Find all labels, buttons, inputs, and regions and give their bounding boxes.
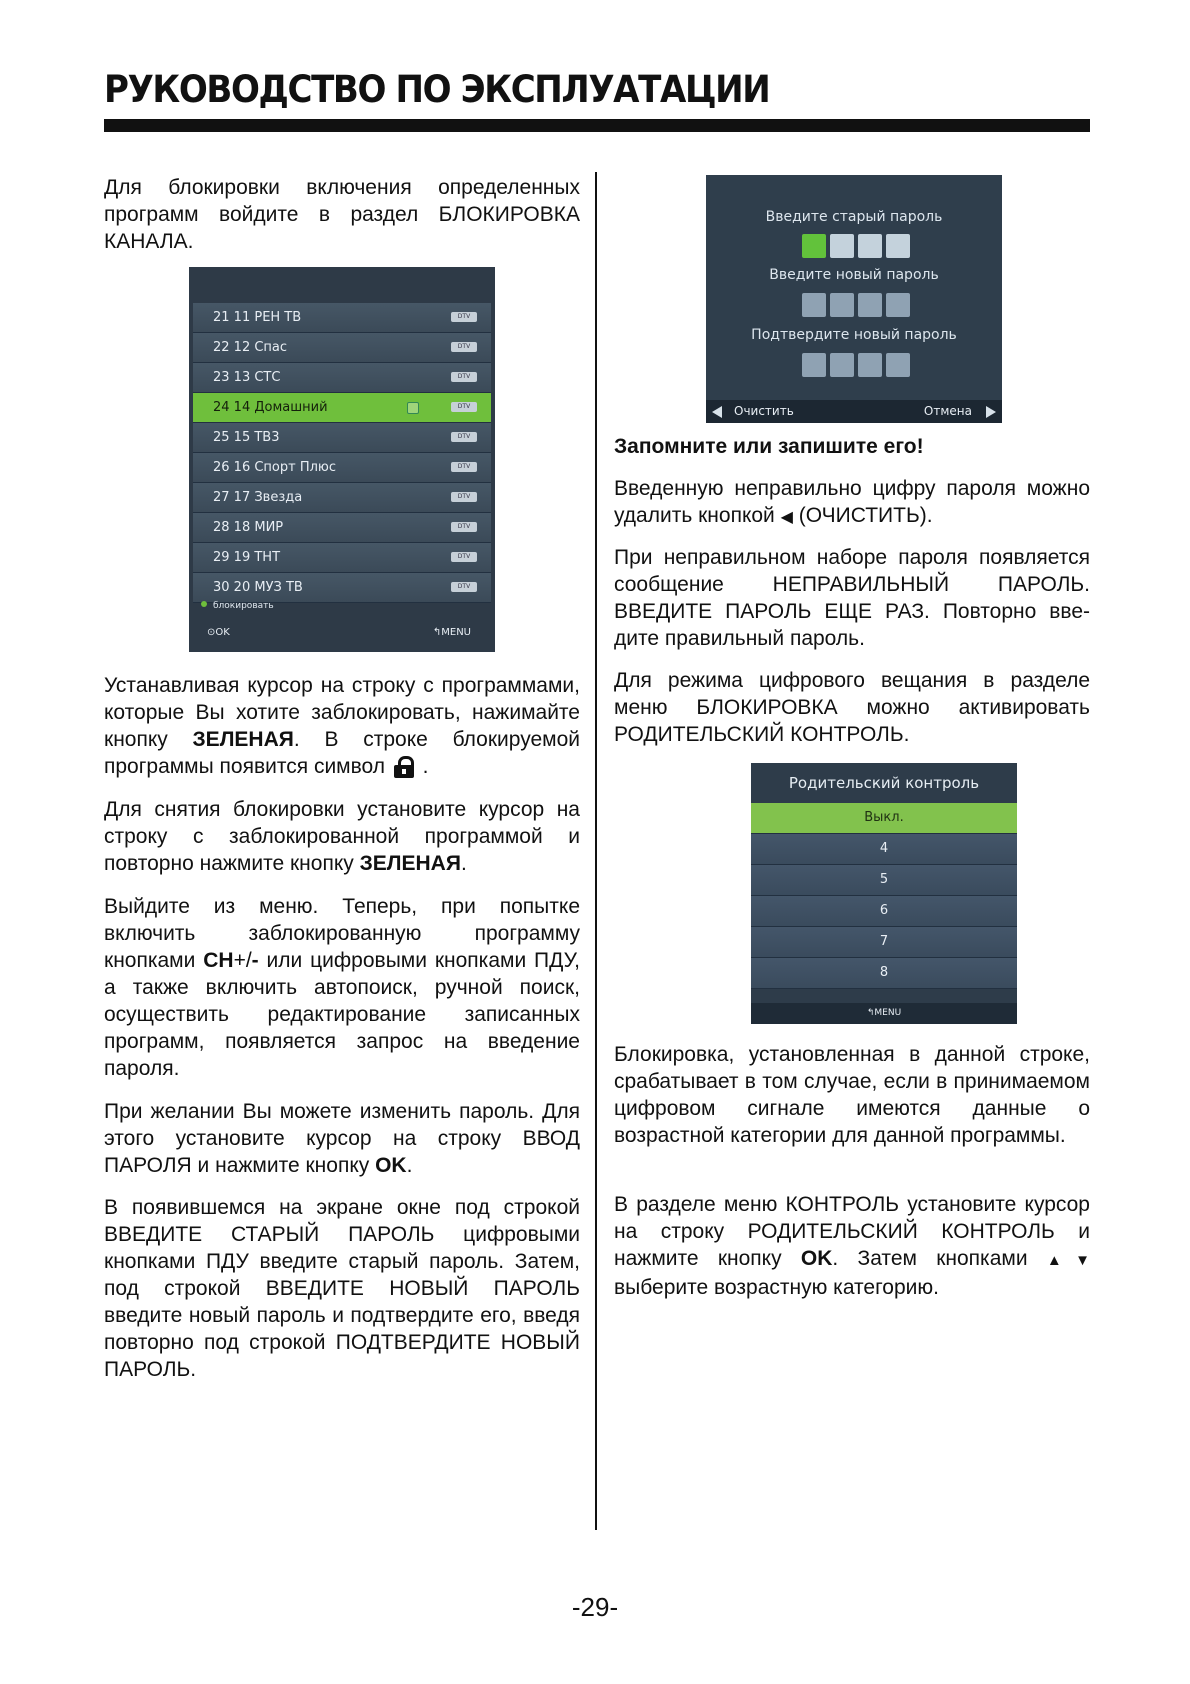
left-paragraph-1: Для блокировки включения определенных программ войдите в раздел БЛОКИРОВКА КАНАЛА. — [104, 176, 580, 253]
confirm-password-label: Подтвердите новый пароль — [751, 327, 957, 343]
right-paragraph-4: Для режима цифрового вещания в разделе меню БЛОКИРОВКА можно активировать РОДИТЕЛЬСКИЙ КОНТРОЛЬ. — [614, 669, 1090, 746]
channel-name: 27 17 Звезда — [213, 490, 303, 505]
digit-box — [886, 293, 910, 317]
dtv-badge: DTV — [451, 492, 477, 502]
parental-title: Родительский контроль — [788, 774, 980, 792]
digit-box — [830, 293, 854, 317]
channel-row[interactable] — [193, 543, 491, 573]
channel-name: 30 20 МУЗ ТВ — [213, 580, 303, 595]
confirm-password-boxes — [802, 353, 912, 377]
lock-legend: блокировать — [201, 601, 274, 611]
page-number: -29- — [571, 1592, 619, 1622]
menu-hint: ↰MENU — [751, 1003, 1017, 1024]
left-paragraph-5: При желании Вы можете изменить пароль. Для этого установите курсор на строку ВВОД ПАРОЛЯ и нажмите кнопку OK. — [104, 1100, 580, 1177]
new-password-boxes — [802, 293, 912, 317]
channel-row[interactable] — [193, 303, 491, 333]
old-password-boxes — [802, 234, 912, 258]
channel-row[interactable] — [193, 483, 491, 513]
lock-icon — [407, 402, 419, 414]
channel-row[interactable] — [193, 573, 491, 603]
clear-hint: Очистить — [734, 404, 794, 418]
channel-row[interactable] — [193, 363, 491, 393]
age-option[interactable]: 5 — [751, 865, 1017, 896]
channel-name: 28 18 МИР — [213, 520, 284, 535]
dtv-badge: DTV — [451, 582, 477, 592]
dtv-badge: DTV — [451, 552, 477, 562]
left-paragraph-3: Для снятия блокировки установите курсор на строку с заблокированной программой и повторно нажмите кнопку ЗЕЛЕНАЯ. — [104, 798, 580, 875]
old-password-label: Введите старый пароль — [765, 209, 943, 225]
age-list — [751, 803, 1017, 989]
digit-box — [830, 234, 854, 258]
digit-box — [886, 353, 910, 377]
new-password-label: Введите новый пароль — [769, 267, 939, 283]
left-triangle-icon: ◀ — [780, 509, 793, 526]
digit-box — [802, 293, 826, 317]
age-option[interactable]: 7 — [751, 927, 1017, 958]
channel-name: 21 11 РЕН ТВ — [213, 310, 302, 325]
right-paragraph-3: При неправильном наборе пароля появляется сообщение НЕПРАВИЛЬНЫЙ ПАРОЛЬ. ВВЕДИТЕ ПАРОЛЬ ЕЩЕ РАЗ. Повторно введите правильный пароль. — [614, 546, 1090, 650]
right-paragraph-6: В разделе меню КОНТРОЛЬ установите курсор на строку РОДИТЕЛЬСКИЙ КОНТРОЛЬ и нажмите кнопку OK. Затем кнопками ▲▼ выберите возрастную категорию. — [614, 1193, 1090, 1299]
dtv-badge: DTV — [451, 402, 477, 412]
up-down-triangles-icon: ▲▼ — [1046, 1252, 1090, 1269]
dtv-badge: DTV — [451, 462, 477, 472]
password-screen — [706, 175, 1002, 423]
lock-icon — [393, 756, 415, 776]
channel-row[interactable] — [193, 423, 491, 453]
channel-row[interactable] — [193, 453, 491, 483]
menu-hint: ↰MENU — [432, 627, 471, 638]
dtv-badge: DTV — [451, 522, 477, 532]
page-title: РУКОВОДСТВО ПО ЭКСПЛУАТАЦИИ — [104, 68, 770, 111]
left-paragraph-6: В появившемся на экране окне под строкой ВВЕДИТЕ СТАРЫЙ ПАРОЛЬ цифровыми кнопками ПДУ введите старый пароль. Затем, под строкой ВВЕДИТЕ НОВЫЙ ПАРОЛЬ введите новый пароль и подтвердите его, введя повторно под строкой ПОДТВЕРДИТЕ НОВЫЙ ПАРОЛЬ. — [104, 1196, 580, 1381]
channel-name: 29 19 ТНТ — [213, 550, 281, 565]
green-dot-icon — [201, 601, 207, 607]
digit-box — [886, 234, 910, 258]
channel-name: 22 12 Спас — [213, 340, 288, 355]
digit-box — [858, 234, 882, 258]
age-option[interactable]: 8 — [751, 958, 1017, 989]
parental-control-screen — [751, 763, 1017, 1024]
left-paragraph-2: Устанавливая курсор на строку с программами, которые Вы хотите заблокировать, нажимайте кнопку ЗЕЛЕНАЯ. В строке блокируемой программы появится символ . — [104, 674, 580, 778]
right-paragraph-1: Запомните или запишите его! — [614, 435, 924, 458]
digit-box — [802, 353, 826, 377]
digit-box — [802, 234, 826, 258]
channel-name: 23 13 СТС — [213, 370, 281, 385]
cancel-hint: Отмена — [923, 404, 972, 418]
dtv-badge: DTV — [451, 312, 477, 322]
digit-box — [830, 353, 854, 377]
age-option[interactable]: 4 — [751, 834, 1017, 865]
password-bottom-bar — [706, 400, 1002, 423]
channel-name: 24 14 Домашний — [213, 400, 328, 415]
channel-list — [193, 303, 491, 603]
dtv-badge: DTV — [451, 372, 477, 382]
channel-row[interactable] — [193, 393, 491, 423]
channel-name: 26 16 Спорт Плюс — [213, 460, 337, 475]
channel-row[interactable] — [193, 333, 491, 363]
left-arrow-icon — [712, 406, 722, 418]
digit-box — [858, 353, 882, 377]
right-paragraph-2: Введенную неправильно цифру пароля можно удалить кнопкой ◀ (ОЧИСТИТЬ). — [614, 477, 1090, 527]
dtv-badge: DTV — [451, 342, 477, 352]
ok-hint: ⊙OK — [207, 627, 230, 638]
right-paragraph-5: Блокировка, установленная в данной строке, срабатывает в том случае, если в принимаемом цифровом сигнале имеются данные о возрастной категории для данной программы. — [614, 1043, 1090, 1147]
left-paragraph-4: Выйдите из меню. Теперь, при попытке включить заблокированную программу кнопками CH+/- или цифровыми кнопками ПДУ, а также включить автопоиск, ручной поиск, осуществить редактирование записанных программ, появляется запрос на введение пароля. — [104, 895, 580, 1080]
digit-box — [858, 293, 882, 317]
dtv-badge: DTV — [451, 432, 477, 442]
channel-lock-screen — [189, 267, 495, 652]
title-rule — [104, 119, 1090, 132]
channel-row[interactable] — [193, 513, 491, 543]
age-option[interactable]: Выкл. — [751, 803, 1017, 834]
age-option[interactable]: 6 — [751, 896, 1017, 927]
channel-name: 25 15 ТВ3 — [213, 430, 280, 445]
column-divider — [595, 172, 597, 1530]
right-arrow-icon — [986, 406, 996, 418]
